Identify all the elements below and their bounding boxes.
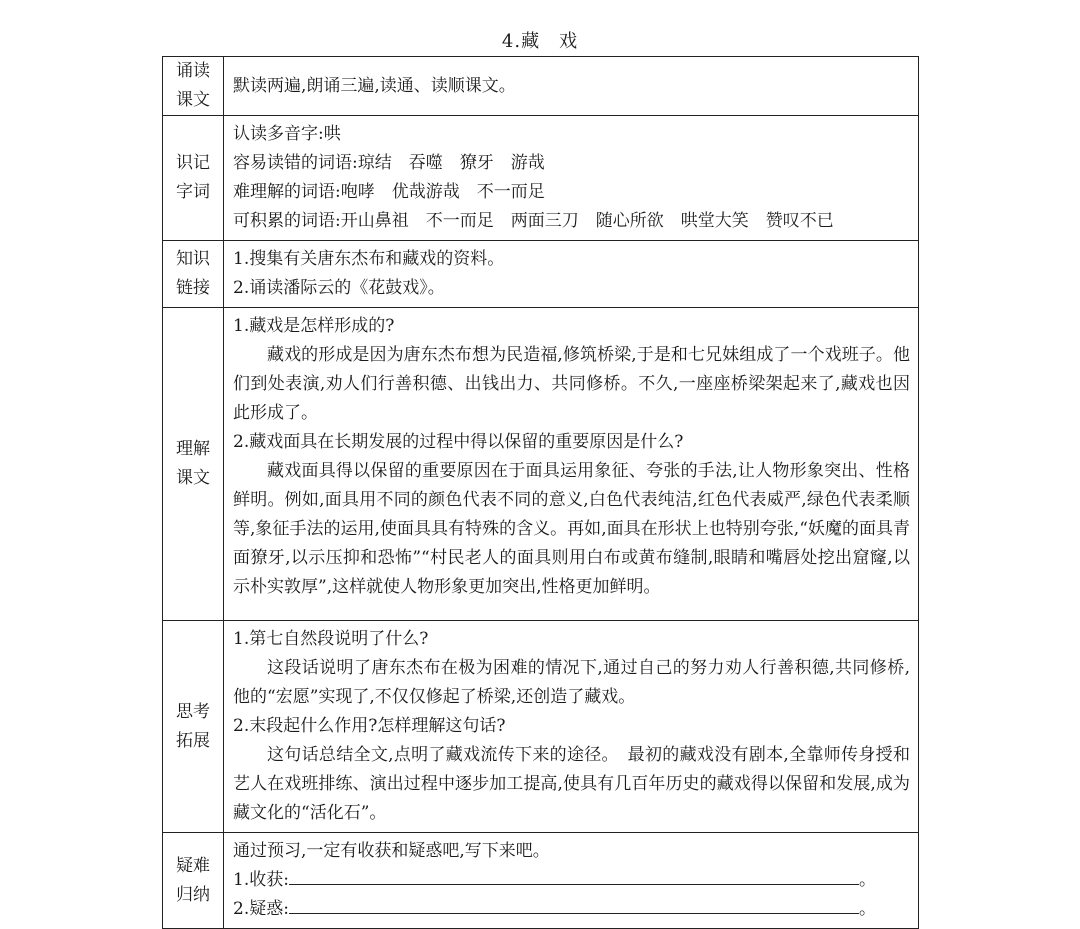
gain-blank[interactable] [289, 866, 859, 885]
doubt-blank[interactable] [289, 895, 859, 914]
row-content-summary [224, 833, 919, 929]
page-title: 4.藏 戏 [501, 31, 579, 52]
row-label-line: 知识 [176, 249, 210, 269]
understand-answer-1: 藏戏的形成是因为唐东杰布想为民造福,修筑桥梁,于是和七兄妹组成了一个戏班子。他们到处表演,劝人们行善积德、出钱出力、共同修桥。不久,一座座桥梁架起来了,藏戏也因此形成了。 [233, 345, 910, 423]
think-answer-2: 这句话总结全文,点明了藏戏流传下来的途径。 最初的藏戏没有剧本,全靠师传身授和艺人在戏班排练、演出过程中逐步加工提高,使具有几百年历史的藏戏得以保留和发展,成为藏文化的“活化石”。 [233, 745, 910, 823]
row-label-line: 字词 [176, 182, 210, 202]
row-content-words [224, 116, 919, 241]
row-content-think [224, 621, 919, 833]
understand-question-2: 2.藏戏面具在长期发展的过程中得以保留的重要原因是什么? [233, 432, 684, 452]
row-label-understand [163, 308, 224, 621]
row-content-recite [224, 57, 919, 116]
row-understand [163, 308, 919, 621]
row-label-links [163, 241, 224, 308]
row-think [163, 621, 919, 833]
doubt-line [233, 895, 910, 924]
gain-line [233, 866, 910, 895]
words-line-misread: 容易读错的词语:琼结 吞噬 獠牙 游哉 [233, 153, 545, 173]
understand-question-1: 1.藏戏是怎样形成的? [233, 316, 395, 336]
row-content-links [224, 241, 919, 308]
row-label-line: 归纳 [176, 884, 210, 905]
doubt-end-mark: 。 [858, 899, 876, 919]
understand-answer-2: 藏戏面具得以保留的重要原因在于面具运用象征、夸张的手法,让人物形象突出、性格鲜明。例如,面具用不同的颜色代表不同的意义,白色代表纯洁,红色代表威严,绿色代表柔顺等,象征手法的运用,使面具具有特殊的含义。再如,面具在形状上也特别夸张,“妖魔的面具青面獠牙,以示压抑和恐怖”“村民老人的面具则用白布或黄布缝制,眼睛和嘴唇处挖出窟窿,以示朴实敦厚”,这样就使人物形象更加突出,性格更加鲜明。 [233, 461, 910, 597]
summary-intro: 通过预习,一定有收获和疑惑吧,写下来吧。 [233, 841, 550, 861]
row-label-line: 链接 [176, 278, 210, 298]
words-line-difficult: 难理解的词语:咆哮 优哉游哉 不一而足 [233, 182, 545, 202]
links-line-1: 1.搜集有关唐东杰布和藏戏的资料。 [233, 249, 505, 269]
row-label-line: 拓展 [176, 730, 210, 751]
words-line-polyphonic: 认读多音字:哄 [233, 124, 341, 144]
gain-end-mark: 。 [858, 870, 876, 890]
row-words [163, 116, 919, 241]
think-answer-1: 这段话说明了唐东杰布在极为困难的情况下,通过自己的努力劝人行善积德,共同修桥,他的“宏愿”实现了,不仅仅修起了桥梁,还创造了藏戏。 [233, 658, 910, 707]
think-question-2: 2.末段起什么作用?怎样理解这句话? [233, 716, 506, 736]
row-label-line: 疑难 [176, 855, 210, 876]
row-recite [163, 57, 919, 116]
words-line-accumulate: 可积累的词语:开山鼻祖 不一而足 两面三刀 随心所欲 哄堂大笑 赞叹不已 [233, 211, 834, 231]
row-label-think [163, 621, 224, 833]
preview-worksheet-table [162, 56, 919, 929]
row-label-line: 理解 [176, 439, 210, 459]
row-links [163, 241, 919, 308]
row-content-understand [224, 308, 919, 621]
row-summary [163, 833, 919, 929]
row-label-line: 识记 [176, 153, 210, 173]
row-label-words [163, 116, 224, 241]
row-label-line: 课文 [176, 468, 210, 488]
links-line-2: 2.诵读潘际云的《花鼓戏》。 [233, 278, 445, 298]
row-label-line: 思考 [176, 701, 210, 722]
row-label-recite [163, 57, 224, 116]
row-label-line: 诵读 [176, 61, 210, 81]
think-question-1: 1.第七自然段说明了什么? [233, 629, 429, 649]
row-label-line: 课文 [176, 90, 210, 110]
row-label-summary [163, 833, 224, 929]
recite-text: 默读两遍,朗诵三遍,读通、读顺课文。 [233, 75, 516, 96]
doubt-label: 2.疑惑: [233, 899, 289, 919]
gain-label: 1.收获: [233, 870, 289, 890]
